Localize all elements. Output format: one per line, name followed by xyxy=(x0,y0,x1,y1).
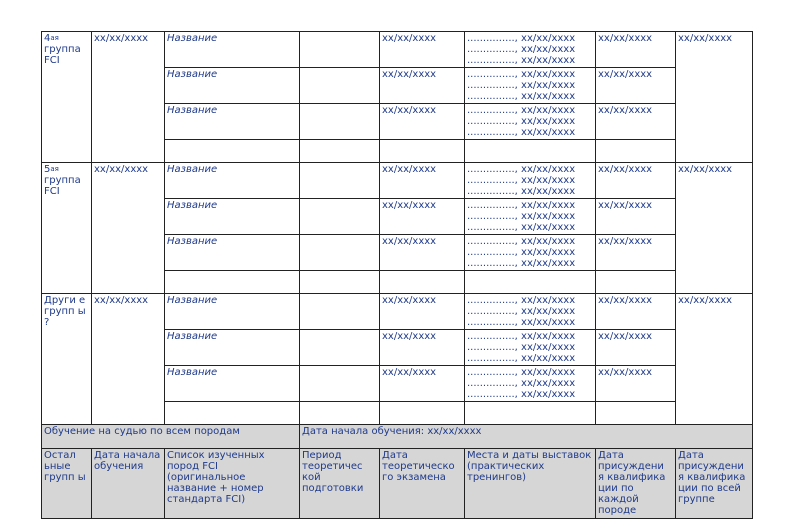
theory-period xyxy=(300,199,380,235)
breed-name: Название xyxy=(165,199,300,235)
show-entry: ..............., xx/xx/xxxx xyxy=(467,331,576,342)
breed-name: Название xyxy=(165,366,300,402)
show-entry: ..............., xx/xx/xxxx xyxy=(467,175,576,186)
theory-exam-date: xx/xx/xxxx xyxy=(380,68,465,104)
empty-cell xyxy=(380,140,465,163)
breed-award-date: xx/xx/xxxx xyxy=(596,199,676,235)
show-entry: ..............., xx/xx/xxxx xyxy=(467,69,576,80)
show-places-dates xyxy=(465,235,596,271)
show-entry: ..............., xx/xx/xxxx xyxy=(467,186,576,197)
column-header-col1: Остал ьные групп ы xyxy=(42,449,92,519)
group-start-date: xx/xx/xxxx xyxy=(92,163,165,294)
breed-name: Название xyxy=(165,68,300,104)
show-entry: ..............., xx/xx/xxxx xyxy=(467,116,576,127)
column-header-col2: Дата начала обучения xyxy=(92,449,165,519)
group-label-text: группа FCI xyxy=(44,44,81,66)
theory-exam-date: xx/xx/xxxx xyxy=(380,199,465,235)
group-label-suffix: ая xyxy=(50,34,59,42)
show-entry: ..............., xx/xx/xxxx xyxy=(467,236,576,247)
show-entry: ..............., xx/xx/xxxx xyxy=(467,306,576,317)
theory-period xyxy=(300,163,380,199)
judge-training-start-date: Дата начала обучения: xx/xx/xxxx xyxy=(300,425,753,449)
show-entry: ..............., xx/xx/xxxx xyxy=(467,353,576,364)
empty-cell xyxy=(300,271,380,294)
breed-name: Название xyxy=(165,163,300,199)
breed-award-date: xx/xx/xxxx xyxy=(596,68,676,104)
empty-cell xyxy=(465,402,596,425)
group-award-date: xx/xx/xxxx xyxy=(676,163,753,294)
show-places-dates xyxy=(465,366,596,402)
show-places-dates xyxy=(465,294,596,330)
judge-training-row xyxy=(42,425,753,449)
theory-exam-date: xx/xx/xxxx xyxy=(380,32,465,68)
table-row xyxy=(42,163,753,199)
breed-name: Название xyxy=(165,294,300,330)
show-entry: ..............., xx/xx/xxxx xyxy=(467,222,576,233)
show-entry: ..............., xx/xx/xxxx xyxy=(467,200,576,211)
theory-period xyxy=(300,68,380,104)
show-entry: ..............., xx/xx/xxxx xyxy=(467,91,576,102)
column-header-col8: Дата присуждени я квалифика ции по всей группе xyxy=(676,449,753,519)
empty-cell xyxy=(596,402,676,425)
empty-cell xyxy=(380,402,465,425)
theory-exam-date: xx/xx/xxxx xyxy=(380,366,465,402)
empty-cell xyxy=(380,271,465,294)
show-entry: ..............., xx/xx/xxxx xyxy=(467,367,576,378)
table-row xyxy=(42,32,753,68)
group-label-text: группа FCI xyxy=(44,175,81,197)
breed-award-date: xx/xx/xxxx xyxy=(596,32,676,68)
empty-cell xyxy=(596,140,676,163)
table-row xyxy=(42,294,753,330)
theory-period xyxy=(300,235,380,271)
breed-award-date: xx/xx/xxxx xyxy=(596,330,676,366)
show-entry: ..............., xx/xx/xxxx xyxy=(467,55,576,66)
show-entry: ..............., xx/xx/xxxx xyxy=(467,127,576,138)
empty-cell xyxy=(165,140,300,163)
empty-cell xyxy=(300,402,380,425)
group-label-suffix: ая xyxy=(50,165,59,173)
show-entry: ..............., xx/xx/xxxx xyxy=(467,33,576,44)
show-places-dates xyxy=(465,32,596,68)
show-entry: ..............., xx/xx/xxxx xyxy=(467,317,576,328)
empty-cell xyxy=(596,271,676,294)
empty-cell xyxy=(465,140,596,163)
show-places-dates xyxy=(465,330,596,366)
theory-period xyxy=(300,366,380,402)
show-entry: ..............., xx/xx/xxxx xyxy=(467,247,576,258)
column-header-col7: Дата присуждени я квалифика ции по каждой породе xyxy=(596,449,676,519)
empty-cell xyxy=(165,402,300,425)
column-header-col6: Места и даты выставок (практических тренингов) xyxy=(465,449,596,519)
show-entry: ..............., xx/xx/xxxx xyxy=(467,342,576,353)
theory-period xyxy=(300,32,380,68)
group-award-date: xx/xx/xxxx xyxy=(676,294,753,425)
show-entry: ..............., xx/xx/xxxx xyxy=(467,211,576,222)
show-entry: ..............., xx/xx/xxxx xyxy=(467,164,576,175)
group-label-text: Други е групп ы ? xyxy=(44,295,86,328)
breed-award-date: xx/xx/xxxx xyxy=(596,104,676,140)
breed-award-date: xx/xx/xxxx xyxy=(596,235,676,271)
show-entry: ..............., xx/xx/xxxx xyxy=(467,378,576,389)
theory-period xyxy=(300,330,380,366)
breed-award-date: xx/xx/xxxx xyxy=(596,294,676,330)
group-start-date: xx/xx/xxxx xyxy=(92,294,165,425)
group-label xyxy=(42,32,92,163)
empty-cell xyxy=(465,271,596,294)
group-label xyxy=(42,163,92,294)
theory-period xyxy=(300,104,380,140)
show-places-dates xyxy=(465,163,596,199)
show-entry: ..............., xx/xx/xxxx xyxy=(467,258,576,269)
judge-qualification-table xyxy=(41,31,753,519)
group-label xyxy=(42,294,92,425)
theory-exam-date: xx/xx/xxxx xyxy=(380,294,465,330)
show-entry: ..............., xx/xx/xxxx xyxy=(467,389,576,400)
breed-name: Название xyxy=(165,104,300,140)
show-entry: ..............., xx/xx/xxxx xyxy=(467,105,576,116)
breed-name: Название xyxy=(165,32,300,68)
breed-name: Название xyxy=(165,235,300,271)
empty-cell xyxy=(300,140,380,163)
empty-cell xyxy=(165,271,300,294)
theory-exam-date: xx/xx/xxxx xyxy=(380,104,465,140)
theory-exam-date: xx/xx/xxxx xyxy=(380,330,465,366)
group-start-date: xx/xx/xxxx xyxy=(92,32,165,163)
theory-exam-date: xx/xx/xxxx xyxy=(380,235,465,271)
judge-training-label: Обучение на судью по всем породам xyxy=(42,425,300,449)
show-entry: ..............., xx/xx/xxxx xyxy=(467,44,576,55)
column-header-col4: Период теоретичес кой подготовки xyxy=(300,449,380,519)
group-award-date: xx/xx/xxxx xyxy=(676,32,753,163)
breed-award-date: xx/xx/xxxx xyxy=(596,366,676,402)
breed-name: Название xyxy=(165,330,300,366)
show-places-dates xyxy=(465,68,596,104)
breed-award-date: xx/xx/xxxx xyxy=(596,163,676,199)
show-places-dates xyxy=(465,104,596,140)
column-header-row xyxy=(42,449,753,519)
show-entry: ..............., xx/xx/xxxx xyxy=(467,295,576,306)
show-places-dates xyxy=(465,199,596,235)
theory-period xyxy=(300,294,380,330)
group-label-number: 5 xyxy=(44,164,51,175)
group-label-number: 4 xyxy=(44,33,51,44)
theory-exam-date: xx/xx/xxxx xyxy=(380,163,465,199)
show-entry: ..............., xx/xx/xxxx xyxy=(467,80,576,91)
column-header-col5: Дата теоретическо го экзамена xyxy=(380,449,465,519)
column-header-col3: Список изученных пород FCI (оригинальное название + номер стандарта FCI) xyxy=(165,449,300,519)
